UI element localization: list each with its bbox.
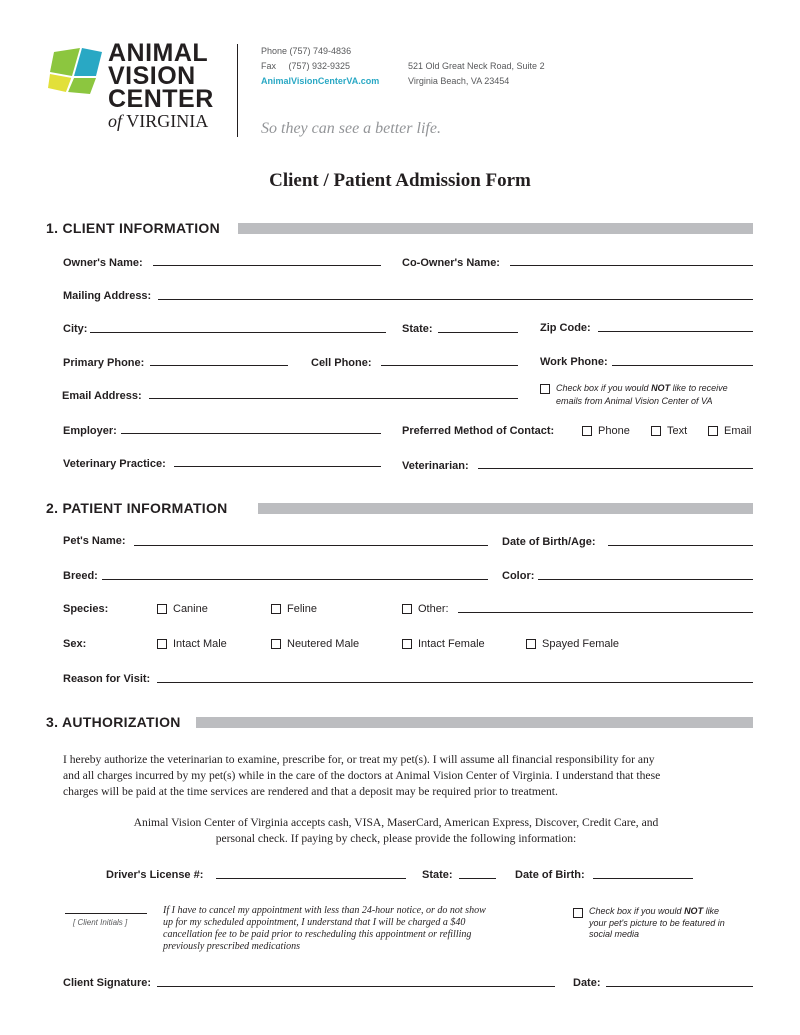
logo-line-virginia	[108, 111, 223, 131]
mailing-address-label: Mailing Address:	[63, 290, 152, 302]
species-canine-checkbox[interactable]	[157, 604, 167, 614]
pet-name-field[interactable]	[134, 545, 488, 546]
employer-label: Employer:	[63, 425, 117, 437]
logo-mark	[46, 46, 106, 96]
email-address-field[interactable]	[149, 398, 518, 399]
form-title: Client / Patient Admission Form	[269, 170, 531, 191]
logo-line-vision: VISION	[108, 62, 196, 90]
check-dob-field[interactable]	[593, 878, 693, 879]
species-other-field[interactable]	[458, 612, 753, 613]
logo-virginia: VIRGINIA	[126, 111, 209, 131]
preferred-contact-label: Preferred Method of Contact:	[402, 425, 555, 437]
signature-date-label: Date:	[573, 977, 601, 989]
mailing-address-field[interactable]	[158, 299, 753, 300]
payment-paragraph	[0, 815, 792, 847]
photo-opt-out-part-a: Check box if you would	[589, 906, 685, 916]
primary-phone-label: Primary Phone:	[63, 357, 145, 369]
logo-line-center: CENTER	[108, 85, 214, 113]
owner-name-field[interactable]	[153, 265, 381, 266]
logo-of: of	[108, 111, 123, 131]
header-website-link[interactable]: AnimalVisionCenterVA.com	[261, 76, 380, 86]
pet-dob-field[interactable]	[608, 545, 753, 546]
drivers-license-label: Driver's License #:	[106, 869, 204, 881]
breed-label: Breed:	[63, 570, 98, 582]
photo-opt-out-part-b: like	[703, 906, 720, 916]
sex-spayed-female-label: Spayed Female	[542, 638, 620, 650]
section-client-bar	[238, 223, 753, 234]
sex-spayed-female-checkbox[interactable]	[526, 639, 536, 649]
photo-opt-out-line2: your pet's picture to be featured in	[589, 917, 725, 928]
species-canine-label: Canine	[173, 603, 208, 615]
state-label: State:	[402, 323, 433, 335]
email-opt-out-not: NOT	[651, 383, 671, 393]
cancellation-policy-line1: If I have to cancel my appointment with less than 24-hour notice, or do not show	[163, 905, 486, 916]
sex-intact-male-checkbox[interactable]	[157, 639, 167, 649]
photo-opt-out-line1	[589, 906, 725, 918]
pet-dob-label: Date of Birth/Age:	[502, 536, 596, 548]
sex-intact-female-label: Intact Female	[418, 638, 485, 650]
section-authorization-heading: 3. AUTHORIZATION	[46, 714, 181, 730]
zip-code-label: Zip Code:	[540, 322, 591, 334]
zip-code-field[interactable]	[598, 331, 753, 332]
sex-intact-female-checkbox[interactable]	[402, 639, 412, 649]
city-label: City:	[63, 323, 88, 335]
photo-opt-out-text	[589, 906, 725, 941]
contact-email-label: Email	[724, 425, 752, 437]
species-feline-checkbox[interactable]	[271, 604, 281, 614]
header-address-line2: Virginia Beach, VA 23454	[408, 76, 510, 86]
client-initials-label: [ Client Initials ]	[73, 918, 128, 927]
contact-email-checkbox[interactable]	[708, 426, 718, 436]
breed-field[interactable]	[102, 579, 488, 580]
email-address-label: Email Address:	[62, 390, 142, 402]
color-field[interactable]	[538, 579, 753, 580]
photo-opt-out-not: NOT	[684, 906, 704, 916]
veterinarian-label: Veterinarian:	[402, 460, 469, 472]
co-owner-name-label: Co-Owner's Name:	[402, 257, 500, 269]
signature-date-field[interactable]	[606, 986, 753, 987]
email-opt-out-checkbox[interactable]	[540, 384, 550, 394]
cancellation-policy-line4: previously prescribed medications	[163, 941, 301, 952]
vet-practice-label: Veterinary Practice:	[63, 458, 166, 470]
species-other-checkbox[interactable]	[402, 604, 412, 614]
cell-phone-field[interactable]	[381, 365, 518, 366]
email-opt-out-part-b: like to receive	[670, 383, 728, 393]
cancellation-policy	[163, 905, 486, 953]
header-fax: Fax (757) 932-9325	[261, 61, 351, 71]
header-phone: Phone (757) 749-4836	[261, 46, 352, 56]
drivers-license-field[interactable]	[216, 878, 406, 879]
payment-paragraph-line1: Animal Vision Center of Virginia accepts cash, VISA, MaserCard, American Express, Discover, Credit Care, and	[133, 816, 659, 829]
authorization-paragraph-line1: I hereby authorize the veterinarian to examine, prescribe for, or treat my pet(s). I will assume all financial responsibility for any	[63, 753, 655, 766]
section-client-heading: 1. CLIENT INFORMATION	[46, 220, 221, 236]
photo-opt-out-line3: social media	[589, 929, 640, 939]
email-opt-out-part-a: Check box if you would	[556, 383, 652, 393]
client-signature-field[interactable]	[157, 986, 555, 987]
header-divider	[237, 44, 238, 137]
client-initials-field[interactable]	[65, 913, 147, 914]
species-feline-label: Feline	[287, 603, 317, 615]
authorization-paragraph	[63, 752, 660, 800]
primary-phone-field[interactable]	[150, 365, 288, 366]
section-patient-bar	[258, 503, 753, 514]
check-dob-label: Date of Birth:	[515, 869, 585, 881]
sex-neutered-male-label: Neutered Male	[287, 638, 360, 650]
contact-phone-label: Phone	[598, 425, 630, 437]
veterinarian-field[interactable]	[478, 468, 753, 469]
reason-for-visit-label: Reason for Visit:	[63, 673, 151, 685]
co-owner-name-field[interactable]	[510, 265, 753, 266]
work-phone-label: Work Phone:	[540, 356, 608, 368]
reason-for-visit-field[interactable]	[157, 682, 753, 683]
contact-text-checkbox[interactable]	[651, 426, 661, 436]
logo-line-animal: ANIMAL	[108, 39, 209, 67]
pet-name-label: Pet's Name:	[63, 535, 126, 547]
sex-neutered-male-checkbox[interactable]	[271, 639, 281, 649]
header-address-line1: 521 Old Great Neck Road, Suite 2	[408, 61, 545, 71]
section-patient-heading: 2. PATIENT INFORMATION	[46, 500, 228, 516]
header-tagline: So they can see a better life.	[261, 120, 441, 137]
client-signature-label: Client Signature:	[63, 977, 152, 989]
cancellation-policy-line3: cancellation fee to be paid prior to rescheduling this appointment or refilling	[163, 929, 472, 940]
authorization-paragraph-line2: and all charges incurred by my pet(s) while in the care of the doctors at Animal Vision Center of Virginia. I understand that these	[63, 769, 661, 782]
email-opt-out-text	[556, 383, 728, 393]
state-field[interactable]	[438, 332, 518, 333]
contact-text-label: Text	[667, 425, 688, 437]
cell-phone-label: Cell Phone:	[311, 357, 372, 369]
email-opt-out-text-line2: emails from Animal Vision Center of VA	[556, 396, 713, 406]
color-label: Color:	[502, 570, 535, 582]
contact-phone-checkbox[interactable]	[582, 426, 592, 436]
employer-field[interactable]	[121, 433, 381, 434]
vet-practice-field[interactable]	[174, 466, 381, 467]
cancellation-policy-line2: up for my scheduled appointment, I understand that I will be charged a $40	[163, 917, 466, 928]
sex-label: Sex:	[63, 638, 87, 650]
authorization-paragraph-line3: charges will be paid at the time services are rendered and that a deposit may be required prior to treatment.	[63, 785, 558, 798]
check-state-label: State:	[422, 869, 453, 881]
photo-opt-out-checkbox[interactable]	[573, 908, 583, 918]
logo-text	[108, 39, 223, 131]
owner-name-label: Owner's Name:	[63, 257, 143, 269]
work-phone-field[interactable]	[612, 365, 753, 366]
city-field[interactable]	[90, 332, 386, 333]
check-state-field[interactable]	[459, 878, 496, 879]
payment-paragraph-line2: personal check. If paying by check, please provide the following information:	[215, 832, 577, 845]
section-authorization-bar	[196, 717, 753, 728]
sex-intact-male-label: Intact Male	[173, 638, 227, 650]
species-other-label: Other:	[418, 603, 449, 615]
species-label: Species:	[63, 603, 109, 615]
